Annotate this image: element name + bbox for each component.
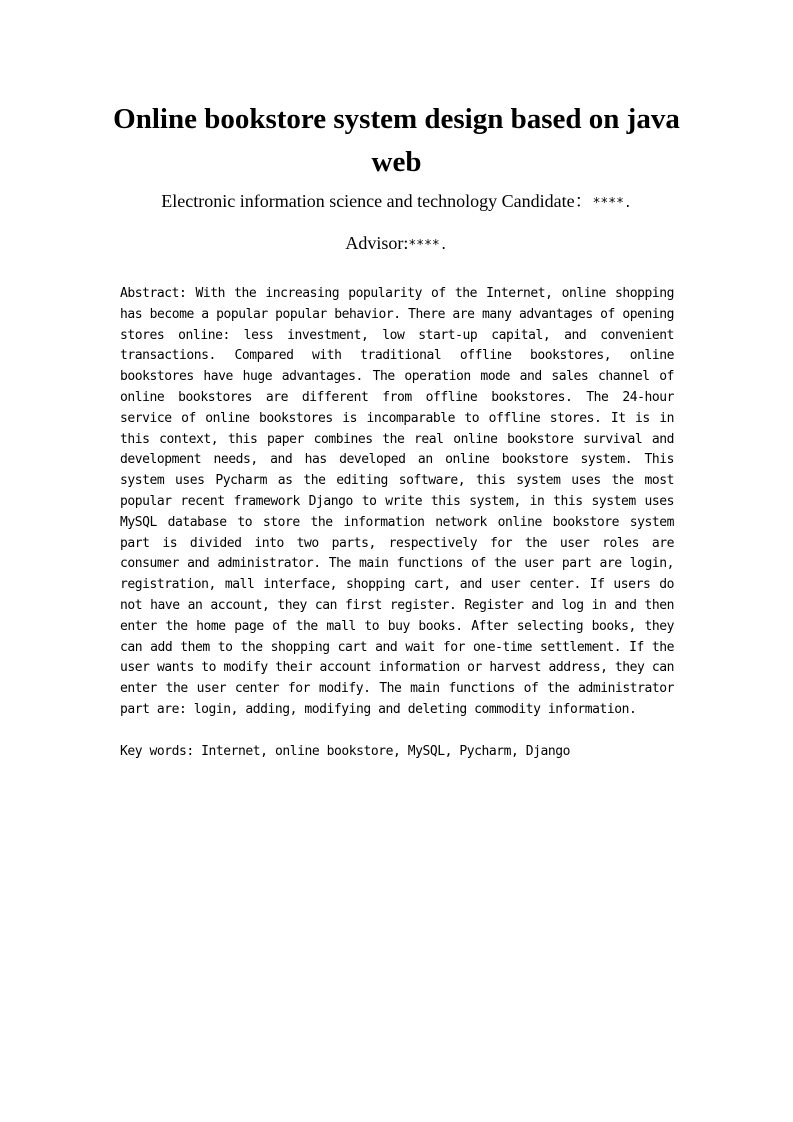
abstract-label: Abstract: [120, 286, 187, 301]
candidate-label: Electronic information science and technology Candidate： [161, 191, 593, 211]
advisor-value: ****. [408, 238, 448, 253]
keywords-line [120, 742, 674, 763]
abstract-text: With the increasing popularity of the Internet, online shopping has become a popular popular behavior. There are many advantages of opening stores online: less investment, low start-up capital, and convenient transactions. Compared with traditional offline bookstores, online bookstores have huge advantages. The operation mode and sales channel of online bookstores are different from offline bookstores. The 24-hour service of online bookstores is incomparable to offline stores. It is in this context, this paper combines the real online bookstore survival and development needs, and has developed an online bookstore system. This system uses Pycharm as the editing software, this system uses the most popular recent framework Django to write this system, in this system uses MySQL database to store the information network online bookstore system part is divided into two parts, respectively for the user roles are consumer and administrator. The main functions of the user part are login, registration, mall interface, shopping cart, and user center. If users do not have an account, they can first register. Register and log in and then enter the home page of the mall to buy books. After selecting books, they can add them to the shopping cart and wait for one-time settlement. If the user wants to modify their account information or harvest address, they can enter the user center for modify. The main functions of the administrator part are: login, adding, modifying and deleting commodity information. [120, 286, 674, 717]
abstract-paragraph [120, 284, 674, 721]
keywords-text: Internet, online bookstore, MySQL, Pycharm, Django [201, 744, 571, 759]
advisor-label: Advisor: [345, 233, 409, 253]
keywords-label: Key words: [120, 744, 194, 759]
candidate-value: ****. [592, 196, 632, 211]
candidate-line [100, 189, 693, 216]
advisor-line [100, 231, 693, 258]
paper-title: Online bookstore system design based on java web [113, 103, 680, 178]
